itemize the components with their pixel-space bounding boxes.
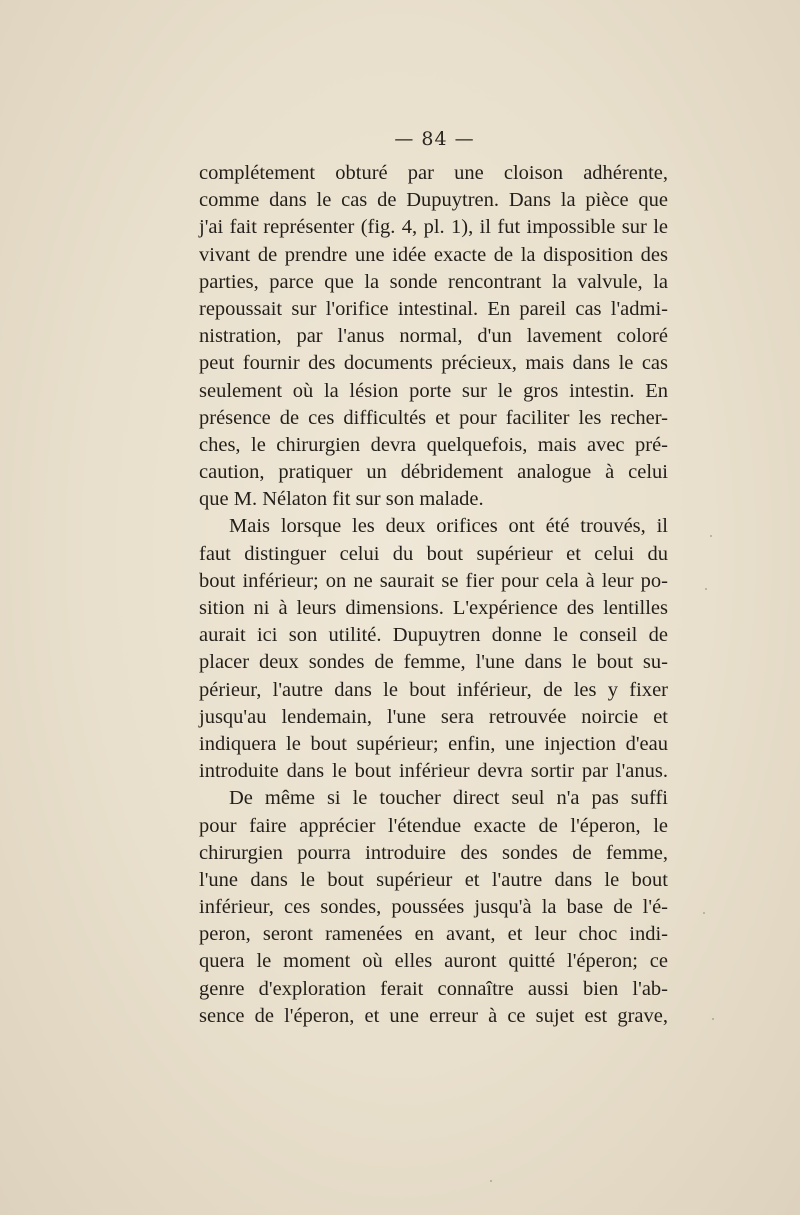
text-line: peut fournir des documents précieux, mais dans le cas xyxy=(199,352,668,375)
text-line: présence de ces difficultés et pour faciliter les recher- xyxy=(199,406,668,429)
text-line: l'une dans le bout supérieur et l'autre dans le bout xyxy=(199,868,668,891)
text-line: faut distinguer celui du bout supérieur et celui du xyxy=(199,542,668,565)
text-line: placer deux sondes de femme, l'une dans le bout su- xyxy=(199,651,668,674)
text-line: jusqu'au lendemain, l'une sera retrouvée noircie et xyxy=(199,705,668,728)
text-line: parties, parce que la sonde rencontrant la valvule, la xyxy=(199,270,668,293)
text-line: repoussait sur l'orifice intestinal. En pareil cas l'admi- xyxy=(199,297,668,320)
paper-speck xyxy=(712,1018,714,1020)
page-number: — 84 — xyxy=(394,128,475,150)
text-line: j'ai fait représenter (fig. 4, pl. 1), il fut impossible sur le xyxy=(199,216,668,239)
text-line: genre d'exploration ferait connaître aussi bien l'ab- xyxy=(199,977,668,1000)
text-line: périeur, l'autre dans le bout inférieur, de les y fixer xyxy=(199,678,668,701)
text-line: introduite dans le bout inférieur devra sortir par l'anus. xyxy=(199,760,668,783)
text-line: pour faire apprécier l'étendue exacte de l'éperon, le xyxy=(199,814,668,837)
paper-speck xyxy=(705,588,707,590)
text-line: Mais lorsque les deux orifices ont été trouvés, il xyxy=(229,515,668,538)
text-line: ches, le chirurgien devra quelquefois, mais avec pré- xyxy=(199,433,668,456)
paper-speck xyxy=(703,912,705,914)
text-line: inférieur, ces sondes, poussées jusqu'à la base de l'é- xyxy=(199,896,668,919)
text-line: vivant de prendre une idée exacte de la disposition des xyxy=(199,243,668,266)
text-line: aurait ici son utilité. Dupuytren donne le conseil de xyxy=(199,624,668,647)
text-line: bout inférieur; on ne saurait se fier pour cela à leur po- xyxy=(199,569,668,592)
paper-speck xyxy=(490,1180,492,1182)
text-line: sition ni à leurs dimensions. L'expérience des lentilles xyxy=(199,597,668,619)
text-line: chirurgien pourra introduire des sondes de femme, xyxy=(199,841,668,864)
text-line: que M. Nélaton fit sur son malade. xyxy=(199,488,484,511)
text-line: peron, seront ramenées en avant, et leur choc indi- xyxy=(199,923,668,946)
text-line: quera le moment où elles auront quitté l'éperon; ce xyxy=(199,950,668,973)
text-line: nistration, par l'anus normal, d'un lavement coloré xyxy=(199,325,668,348)
text-line: complétement obturé par une cloison adhérente, xyxy=(199,162,668,184)
text-line: comme dans le cas de Dupuytren. Dans la pièce que xyxy=(199,189,668,212)
text-line: indiquera le bout supérieur; enfin, une injection d'eau xyxy=(199,732,668,755)
text-line: seulement où la lésion porte sur le gros intestin. En xyxy=(199,379,668,402)
body-text xyxy=(199,160,668,1030)
text-line: De même si le toucher direct seul n'a pas suffi xyxy=(229,787,668,810)
text-line: sence de l'éperon, et une erreur à ce sujet est grave, xyxy=(199,1004,668,1027)
paper-speck xyxy=(710,535,712,537)
text-line: caution, pratiquer un débridement analogue à celui xyxy=(199,461,668,484)
